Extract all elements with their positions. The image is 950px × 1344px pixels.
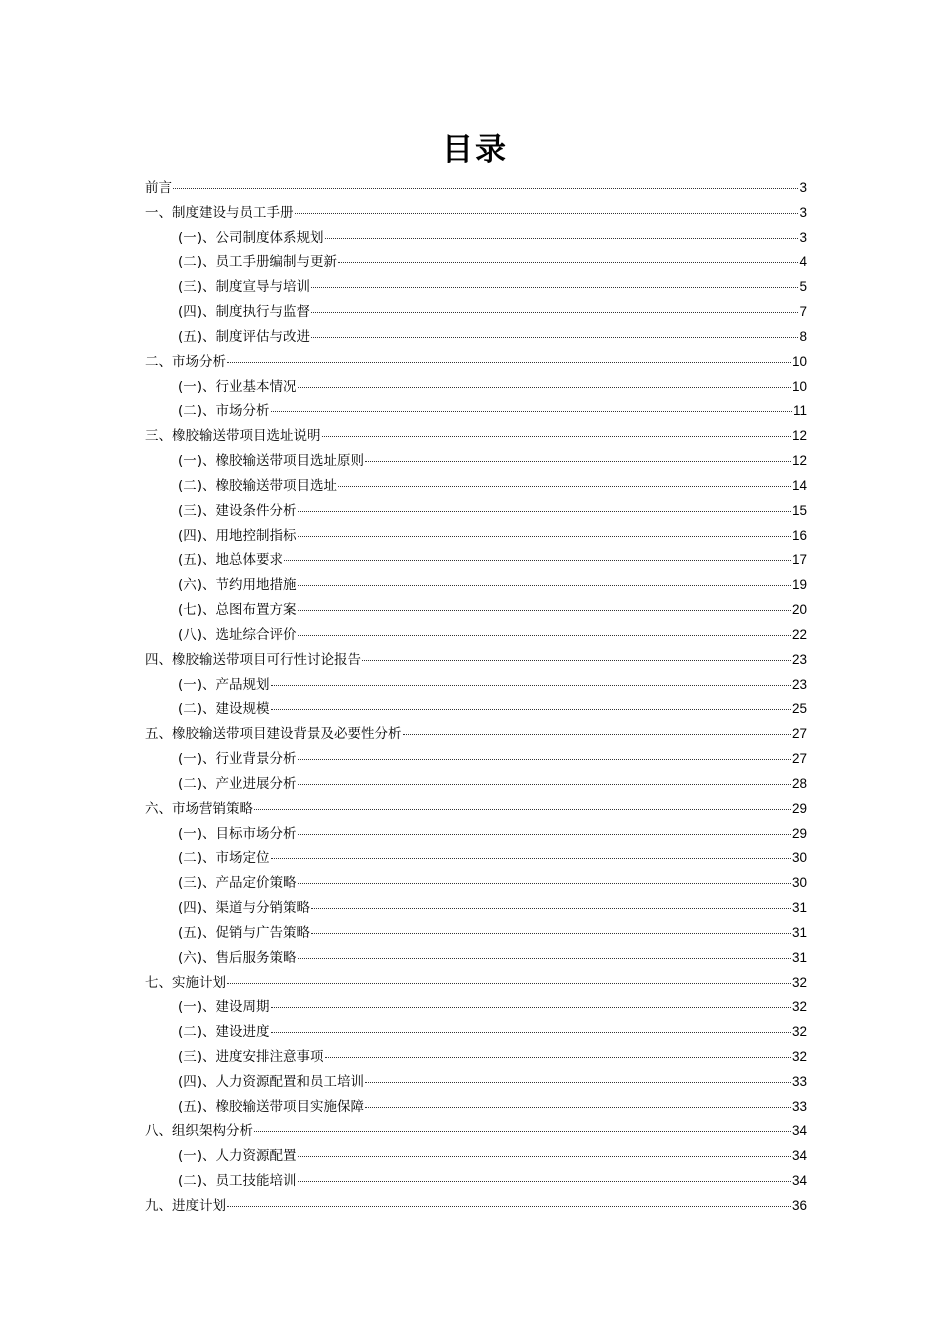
toc-subentry[interactable]: [145, 449, 807, 474]
toc-dot-leader: [338, 262, 798, 263]
toc-page-number: 15: [791, 502, 807, 518]
toc-subentry[interactable]: [145, 226, 807, 251]
toc-entry[interactable]: [145, 971, 807, 996]
toc-dot-leader: [298, 387, 791, 388]
toc-page-number: 29: [791, 800, 807, 816]
toc-dot-leader: [298, 834, 791, 835]
toc-dot-leader: [298, 635, 791, 636]
toc-dot-leader: [298, 958, 791, 959]
toc-page-number: 3: [799, 229, 807, 245]
toc-entry[interactable]: [145, 350, 807, 375]
toc-page-number: 36: [791, 1197, 807, 1213]
toc-subentry[interactable]: [145, 250, 807, 275]
toc-subentry[interactable]: [145, 375, 807, 400]
toc-dot-leader: [227, 983, 791, 984]
toc-dot-leader: [254, 1131, 791, 1132]
toc-subentry[interactable]: [145, 1070, 807, 1095]
toc-entry-label: 七、实施计划: [145, 974, 226, 991]
toc-subentry[interactable]: [145, 846, 807, 871]
toc-dot-leader: [271, 411, 792, 412]
toc-entry-label: (二)、橡胶输送带项目选址: [178, 477, 338, 494]
toc-page-number: 11: [792, 403, 807, 419]
toc-subentry[interactable]: [145, 325, 807, 350]
toc-dot-leader: [298, 1181, 791, 1182]
toc-dot-leader: [322, 436, 791, 437]
toc-dot-leader: [311, 312, 798, 313]
toc-entry-label: (二)、建设规模: [178, 701, 270, 718]
toc-dot-leader: [227, 1206, 791, 1207]
toc-entry-label: (三)、制度宣导与培训: [178, 279, 311, 296]
toc-entry-label: (二)、市场分析: [178, 403, 270, 420]
toc-entry-label: 一、制度建设与员工手册: [145, 204, 294, 221]
toc-subentry[interactable]: [145, 896, 807, 921]
toc-dot-leader: [298, 784, 791, 785]
toc-subentry[interactable]: [145, 995, 807, 1020]
toc-subentry[interactable]: [145, 598, 807, 623]
toc-subentry[interactable]: [145, 921, 807, 946]
toc-subentry[interactable]: [145, 871, 807, 896]
toc-dot-leader: [227, 362, 791, 363]
toc-entry[interactable]: [145, 201, 807, 226]
toc-entry-label: (四)、用地控制指标: [178, 527, 297, 544]
toc-entry[interactable]: [145, 176, 807, 201]
toc-page-number: 19: [791, 577, 807, 593]
toc-subentry[interactable]: [145, 1020, 807, 1045]
toc-dot-leader: [311, 287, 798, 288]
toc-page-number: 30: [791, 850, 807, 866]
toc-page-number: 34: [791, 1123, 807, 1139]
toc-entry[interactable]: [145, 1194, 807, 1219]
toc-subentry[interactable]: [145, 822, 807, 847]
toc-dot-leader: [298, 536, 791, 537]
toc-dot-leader: [365, 461, 791, 462]
toc-subentry[interactable]: [145, 499, 807, 524]
toc-entry-label: (五)、橡胶输送带项目实施保障: [178, 1098, 365, 1115]
toc-page-number: 22: [791, 626, 807, 642]
toc-page-number: 28: [791, 775, 807, 791]
toc-subentry[interactable]: [145, 673, 807, 698]
toc-subentry[interactable]: [145, 697, 807, 722]
toc-dot-leader: [271, 709, 791, 710]
toc-entry-label: (七)、总图布置方案: [178, 602, 297, 619]
toc-page-number: 33: [791, 1073, 807, 1089]
toc-entry-label: (三)、建设条件分析: [178, 502, 297, 519]
toc-page-number: 30: [791, 875, 807, 891]
toc-entry-label: (五)、地总体要求: [178, 552, 284, 569]
toc-page-number: 5: [799, 279, 807, 295]
toc-entry-label: (六)、售后服务策略: [178, 949, 297, 966]
toc-page-number: 8: [799, 328, 807, 344]
toc-page-number: 34: [791, 1148, 807, 1164]
toc-entry-label: 三、橡胶输送带项目选址说明: [145, 428, 321, 445]
toc-subentry[interactable]: [145, 1095, 807, 1120]
toc-page-number: 10: [791, 353, 807, 369]
toc-subentry[interactable]: [145, 275, 807, 300]
toc-page-number: 14: [791, 477, 807, 493]
toc-dot-leader: [254, 809, 791, 810]
toc-page-number: 33: [791, 1098, 807, 1114]
toc-entry-label: (一)、产品规划: [178, 676, 270, 693]
toc-entry-label: 前言: [145, 180, 172, 196]
toc-subentry[interactable]: [145, 946, 807, 971]
toc-page-number: 31: [791, 949, 807, 965]
toc-dot-leader: [362, 660, 791, 661]
toc-page-number: 32: [791, 1024, 807, 1040]
toc-page-number: 31: [791, 924, 807, 940]
toc-page-number: 17: [791, 552, 807, 568]
toc-entry-label: 五、橡胶输送带项目建设背景及必要性分析: [145, 726, 402, 743]
toc-subentry[interactable]: [145, 772, 807, 797]
toc-entry[interactable]: [145, 722, 807, 747]
toc-subentry[interactable]: [145, 1169, 807, 1194]
toc-entry-label: (二)、市场定位: [178, 850, 270, 867]
toc-dot-leader: [403, 734, 791, 735]
toc-page-number: 32: [791, 1048, 807, 1064]
toc-page-number: 3: [799, 204, 807, 220]
toc-entry-label: (二)、建设进度: [178, 1024, 270, 1041]
toc-dot-leader: [284, 560, 791, 561]
toc-dot-leader: [298, 883, 791, 884]
toc-subentry[interactable]: [145, 524, 807, 549]
toc-page-number: 12: [791, 428, 807, 444]
toc-entry-label: (四)、渠道与分销策略: [178, 900, 311, 917]
toc-page-number: 27: [791, 751, 807, 767]
toc-entry-label: (一)、行业基本情况: [178, 378, 297, 395]
toc-page-number: 3: [799, 180, 807, 195]
toc-entry-label: (四)、人力资源配置和员工培训: [178, 1073, 365, 1090]
toc-subentry[interactable]: [145, 1144, 807, 1169]
toc-page-number: 12: [791, 453, 807, 469]
toc-entry-label: (二)、员工手册编制与更新: [178, 254, 338, 271]
toc-dot-leader: [311, 933, 791, 934]
toc-entry-label: (一)、公司制度体系规划: [178, 229, 324, 246]
toc-page-number: 23: [791, 676, 807, 692]
toc-dot-leader: [311, 908, 791, 909]
toc-dot-leader: [311, 337, 798, 338]
toc-page-number: 32: [791, 974, 807, 990]
toc-dot-leader: [298, 759, 791, 760]
toc-page-number: 4: [799, 254, 807, 270]
toc-entry-label: (四)、制度执行与监督: [178, 304, 311, 321]
toc-entry-label: (三)、产品定价策略: [178, 875, 297, 892]
toc-entry-label: 八、组织架构分析: [145, 1123, 253, 1140]
toc-dot-leader: [295, 213, 799, 214]
toc-entry[interactable]: [145, 1119, 807, 1144]
toc-entry-label: (八)、选址综合评价: [178, 626, 297, 643]
toc-entry-label: (一)、建设周期: [178, 999, 270, 1016]
toc-dot-leader: [325, 238, 799, 239]
toc-entry-label: (二)、员工技能培训: [178, 1173, 297, 1190]
toc-dot-leader: [298, 585, 791, 586]
toc-page-number: 20: [791, 602, 807, 618]
toc-entry-label: 六、市场营销策略: [145, 800, 253, 817]
toc-dot-leader: [271, 685, 791, 686]
toc-subentry[interactable]: [145, 548, 807, 573]
toc-entry-label: (一)、行业背景分析: [178, 751, 297, 768]
toc-page-number: 23: [791, 651, 807, 667]
toc-subentry[interactable]: [145, 1045, 807, 1070]
toc-dot-leader: [173, 188, 798, 189]
toc-subentry[interactable]: [145, 399, 807, 424]
toc-entry[interactable]: [145, 797, 807, 822]
toc-entry-label: (五)、制度评估与改进: [178, 328, 311, 345]
toc-dot-leader: [271, 1007, 791, 1008]
toc-list: [145, 176, 807, 1219]
toc-dot-leader: [338, 486, 791, 487]
toc-dot-leader: [365, 1107, 791, 1108]
toc-subentry[interactable]: [145, 573, 807, 598]
toc-entry-label: (五)、促销与广告策略: [178, 924, 311, 941]
toc-page-number: 7: [799, 304, 807, 320]
toc-page-number: 16: [791, 527, 807, 543]
toc-dot-leader: [325, 1057, 791, 1058]
toc-entry-label: 二、市场分析: [145, 353, 226, 370]
toc-page-number: 10: [791, 378, 807, 394]
toc-entry-label: 九、进度计划: [145, 1197, 226, 1214]
toc-subentry[interactable]: [145, 474, 807, 499]
toc-dot-leader: [298, 610, 791, 611]
toc-entry-label: (一)、人力资源配置: [178, 1148, 297, 1165]
toc-subentry[interactable]: [145, 747, 807, 772]
toc-entry-label: (二)、产业进展分析: [178, 775, 297, 792]
toc-subentry[interactable]: [145, 300, 807, 325]
toc-page-number: 31: [791, 900, 807, 916]
toc-dot-leader: [298, 1156, 791, 1157]
toc-entry-label: (一)、目标市场分析: [178, 825, 297, 842]
toc-page-number: 27: [791, 726, 807, 742]
toc-page-number: 32: [791, 999, 807, 1015]
toc-entry-label: 四、橡胶输送带项目可行性讨论报告: [145, 651, 361, 668]
toc-entry[interactable]: [145, 648, 807, 673]
toc-dot-leader: [271, 858, 791, 859]
toc-dot-leader: [271, 1032, 791, 1033]
toc-entry-label: (六)、节约用地措施: [178, 577, 297, 594]
toc-entry-label: (一)、橡胶输送带项目选址原则: [178, 453, 365, 470]
toc-page-number: 25: [791, 701, 807, 717]
toc-dot-leader: [298, 511, 791, 512]
toc-title: 目录: [442, 132, 508, 168]
toc-dot-leader: [365, 1082, 791, 1083]
toc-page-number: 29: [791, 825, 807, 841]
toc-entry-label: (三)、进度安排注意事项: [178, 1048, 324, 1065]
toc-subentry[interactable]: [145, 623, 807, 648]
toc-page-number: 34: [791, 1173, 807, 1189]
toc-entry[interactable]: [145, 424, 807, 449]
